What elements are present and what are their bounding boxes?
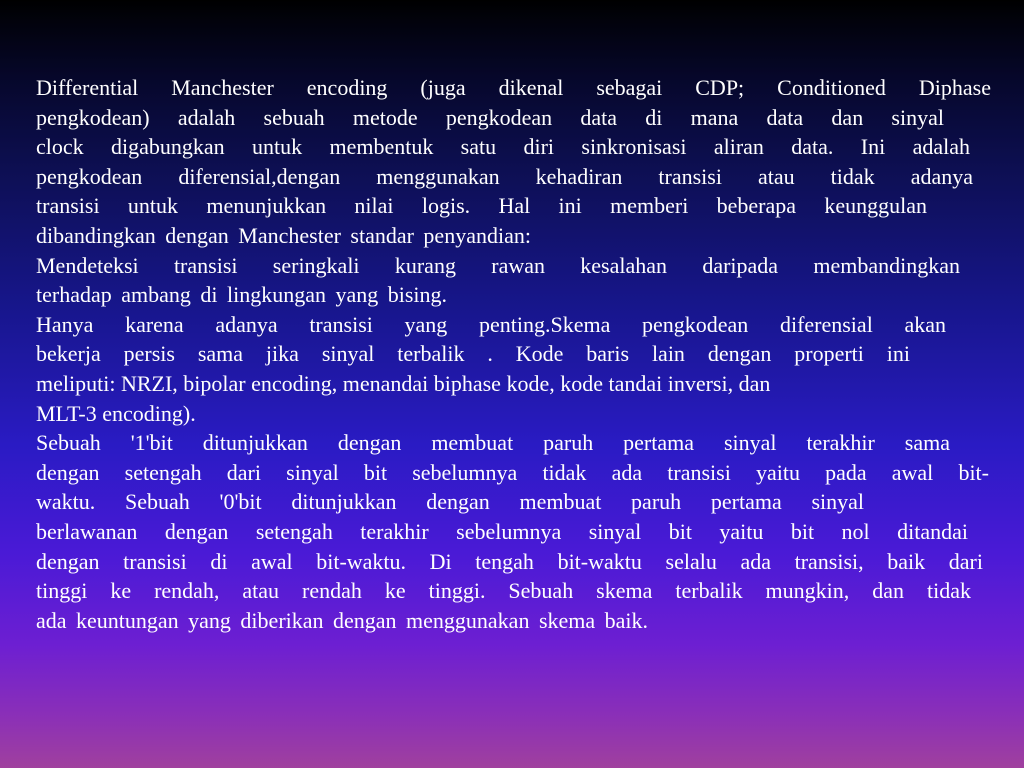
text-line-2: pengkodean) adalah sebuah metode pengkodean data di mana data dan sinyal <box>36 104 944 130</box>
text-line-16: berlawanan dengan setengah terakhir sebelumnya sinyal bit yaitu bit nol ditandai <box>36 518 968 544</box>
body-text <box>36 73 991 635</box>
text-line-15: waktu. Sebuah '0'bit ditunjukkan dengan membuat paruh pertama sinyal <box>36 489 864 515</box>
text-line-11: meliputi: NRZI, bipolar encoding, menandai biphase kode, kode tandai inversi, dan <box>36 370 771 396</box>
text-line-9: Hanya karena adanya transisi yang penting.Skema pengkodean diferensial akan <box>36 311 946 337</box>
text-line-1: Differential Manchester encoding (juga dikenal sebagai CDP; Conditioned Diphase <box>36 75 991 100</box>
text-line-8: terhadap ambang di lingkungan yang bising. <box>36 282 448 308</box>
text-line-3: clock digabungkan untuk membentuk satu diri sinkronisasi aliran data. Ini adalah <box>36 134 970 160</box>
text-line-17: dengan transisi di awal bit-waktu. Di tengah bit-waktu selalu ada transisi, baik dari <box>36 548 983 574</box>
text-line-5: transisi untuk menunjukkan nilai logis. Hal ini memberi beberapa keunggulan <box>36 193 927 219</box>
text-line-19: ada keuntungan yang diberikan dengan menggunakan skema baik. <box>36 607 649 633</box>
text-line-14: dengan setengah dari sinyal bit sebelumnya tidak ada transisi yaitu pada awal bit- <box>36 459 989 485</box>
text-line-6: dibandingkan dengan Manchester standar penyandian: <box>36 222 531 248</box>
text-line-7: Mendeteksi transisi seringkali kurang rawan kesalahan daripada membandingkan <box>36 252 960 278</box>
text-line-12: MLT-3 encoding). <box>36 400 196 426</box>
text-line-13: Sebuah '1'bit ditunjukkan dengan membuat paruh pertama sinyal terakhir sama <box>36 430 950 456</box>
text-line-18: tinggi ke rendah, atau rendah ke tinggi. Sebuah skema terbalik mungkin, dan tidak <box>36 578 971 604</box>
text-line-10: bekerja persis sama jika sinyal terbalik . Kode baris lain dengan properti ini <box>36 341 910 367</box>
text-line-4: pengkodean diferensial,dengan menggunakan kehadiran transisi atau tidak adanya <box>36 163 973 189</box>
